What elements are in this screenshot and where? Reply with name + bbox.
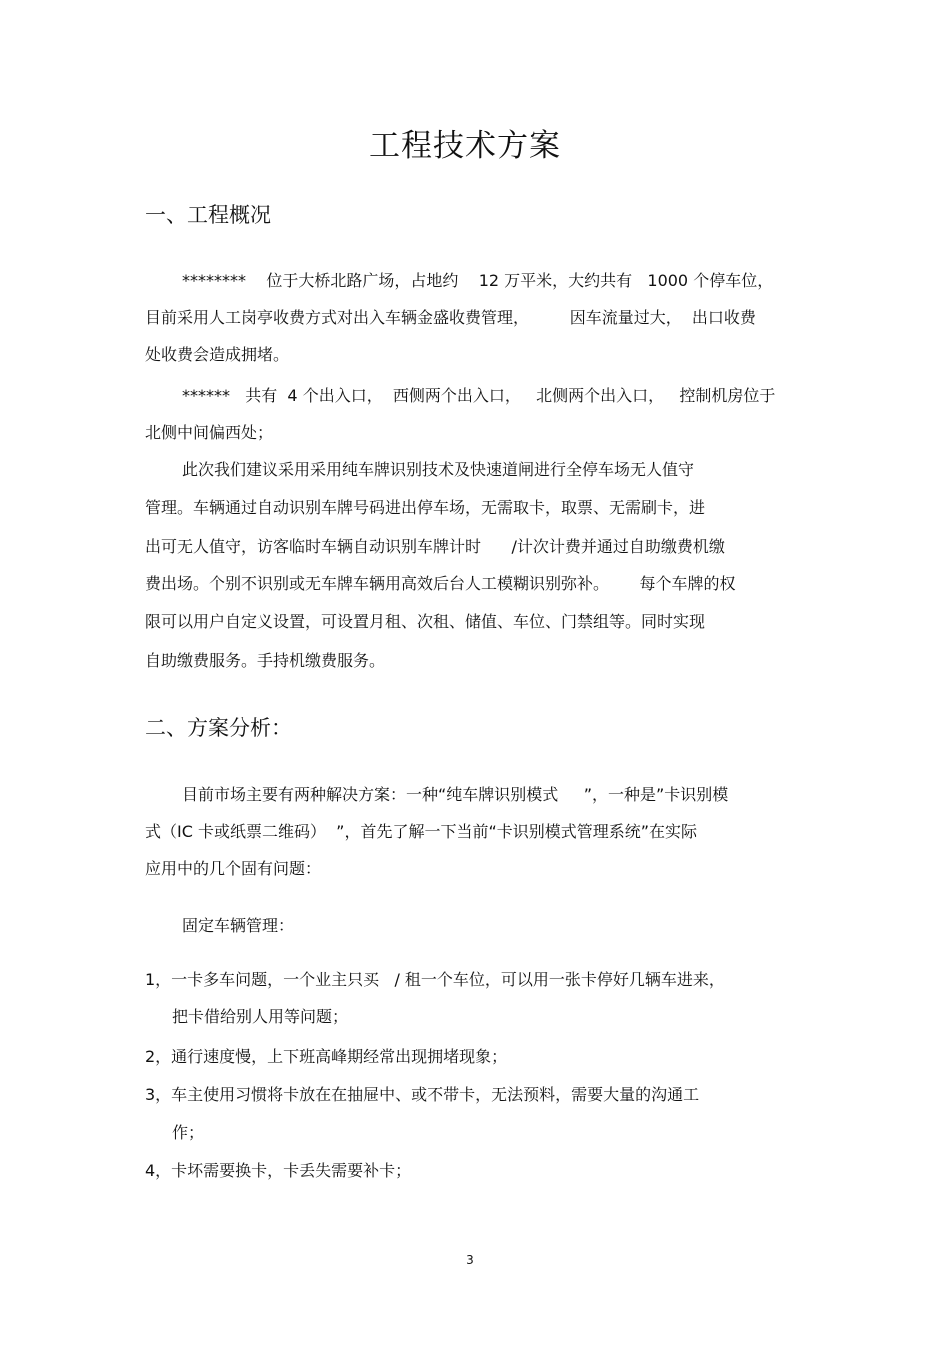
paragraph-line: ******** 位于大桥北路广场，占地约 12 万平米，大约共有 1000 个停车位， [182,271,774,290]
paragraph-line: 目前市场主要有两种解决方案：一种“纯车牌识别模式 ”，一种是”卡识别模 [182,785,729,804]
paragraph-line: 自助缴费服务。手持机缴费服务。 [145,651,386,670]
paragraph-line: 北侧中间偏西处； [145,423,274,442]
list-item: 4，卡坏需要换卡，卡丢失需要补卡； [145,1161,412,1180]
list-item-continuation: 把卡借给别人用等问题； [172,1007,349,1026]
paragraph-line: 式（IC 卡或纸票二维码） ”，首先了解一下当前“卡识别模式管理系统”在实际 [145,822,698,841]
paragraph-line: 费出场。个别不识别或无车牌车辆用高效后台人工模糊识别弥补。 每个车牌的权 [145,574,736,593]
list-item-continuation: 作； [172,1123,205,1142]
section-heading-overview: 一、工程概况 [145,203,271,227]
list-item: 1，一卡多车问题，一个业主只买 / 租一个车位，可以用一张卡停好几辆车进来， [145,970,725,989]
paragraph-line: ****** 共有 4 个出入口， 西侧两个出入口， 北侧两个出入口， 控制机房位于 [182,386,776,405]
paragraph-line: 管理。车辆通过自动识别车牌号码进出停车场，无需取卡，取票、无需刷卡，进 [145,498,706,517]
paragraph-line: 处收费会造成拥堵。 [145,345,290,364]
list-item: 3，车主使用习惯将卡放在在抽屉中、或不带卡，无法预料，需要大量的沟通工 [145,1085,700,1104]
paragraph-line: 目前采用人工岗亭收费方式对出入车辆金盛收费管理， 因车流量过大， 出口收费 [145,308,756,327]
paragraph-line: 限可以用户自定义设置，可设置月租、次租、储值、车位、门禁组等。同时实现 [145,612,706,631]
section-heading-analysis: 二、方案分析： [145,716,292,740]
list-item: 2，通行速度慢，上下班高峰期经常出现拥堵现象； [145,1047,508,1066]
paragraph-line: 应用中的几个固有问题： [145,859,322,878]
subheading-fixed-vehicles: 固定车辆管理： [182,916,295,935]
paragraph-line: 出可无人值守，访客临时车辆自动识别车牌计时 /计次计费并通过自助缴费机缴 [145,537,725,556]
document-title: 工程技术方案 [369,128,561,164]
page-number: 3 [466,1253,474,1267]
paragraph-line: 此次我们建议采用采用纯车牌识别技术及快速道闸进行全停车场无人值守 [182,460,695,479]
